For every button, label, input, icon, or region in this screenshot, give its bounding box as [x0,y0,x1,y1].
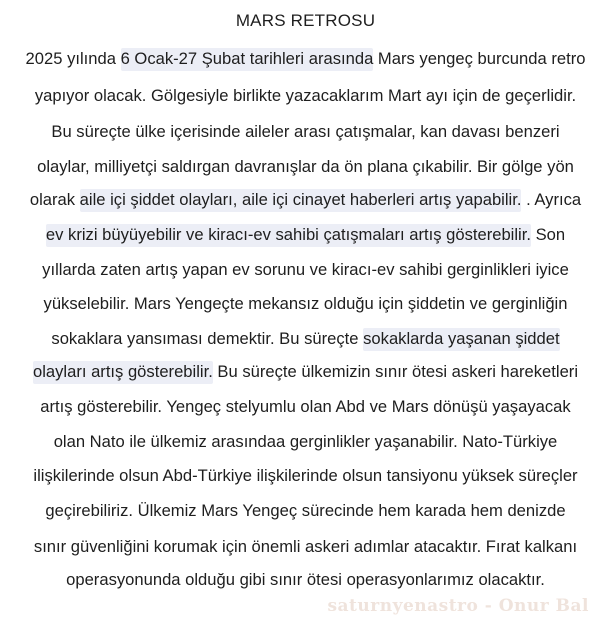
text-line [0,188,611,212]
text-line [0,258,611,282]
text-segment: Bu süreçte ülkemizin sınır ötesi askeri hareketleri [212,362,579,381]
text-segment: Bu süreçte ülke içerisinde aileler arası çatışmalar, kan davası benzeri [51,122,560,141]
text-line [0,155,611,179]
text-line [0,360,611,384]
text-line [0,120,611,144]
text-line [0,464,611,488]
text-line [0,84,611,108]
text-segment: yapıyor olacak. Gölgesiyle birlikte yazacaklarım Mart ayı için de geçerlidir. [34,86,577,105]
text-line [0,535,611,559]
text-segment: olarak [29,190,80,209]
highlighted-text: aile içi şiddet olayları, aile içi cinayet haberleri artış yapabilir. [80,189,522,212]
text-line [0,430,611,454]
text-line [0,499,611,523]
highlighted-text: olayları artış gösterebilir. [33,361,213,384]
highlighted-text: ev krizi büyüyebilir ve kiracı-ev sahibi çatışmaları artış gösterebilir. [46,224,531,247]
text-segment: geçirebiliriz. Ülkemiz Mars Yengeç sürecinde hem karada hem denizde [45,501,566,520]
text-line [0,223,611,247]
text-segment: operasyonunda olduğu gibi sınır ötesi operasyonlarımız olacaktır. [66,570,545,589]
text-segment: yükselebilir. Mars Yengeçte mekansız olduğu için şiddetin ve gerginliğin [43,294,568,313]
text-segment: olaylar, milliyetçi saldırgan davranışlar da ön plana çıkabilir. Bir gölge yön [37,157,574,176]
text-segment: sınır güvenliğini korumak için önemli askeri adımlar atacaktır. Fırat kalkanı [33,537,578,556]
text-segment: sokaklara yansıması demektir. Bu süreçte [51,329,364,348]
highlighted-text: 6 Ocak-27 Şubat tarihleri arasında [121,48,374,71]
text-segment: olan Nato ile ülkemiz arasındaa gerginlikler yaşanabilir. Nato-Türkiye [53,432,558,451]
text-segment: yıllarda zaten artış yapan ev sorunu ve kiracı-ev sahibi gerginlikleri iyice [42,260,569,279]
page-title: MARS RETROSU [235,11,376,30]
author-watermark: saturnyenastro - Onur Bal [327,596,589,616]
text-line [0,395,611,419]
text-line [0,568,611,592]
text-line [0,47,611,71]
text-segment: . Ayrıca [521,190,582,209]
text-segment: Son [530,225,566,244]
text-segment: artış gösterebilir. Yengeç stelyumlu olan Abd ve Mars dönüşü yaşayacak [40,397,571,416]
highlighted-text: sokaklarda yaşanan şiddet [363,328,559,351]
text-segment: Mars yengeç burcunda retro [373,49,586,68]
text-segment: 2025 yılında [25,49,121,68]
text-segment: ilişkilerinde olsun Abd-Türkiye ilişkilerinde olsun tansiyonu yüksek süreçler [33,466,578,485]
text-line [0,292,611,316]
text-line [0,327,611,351]
